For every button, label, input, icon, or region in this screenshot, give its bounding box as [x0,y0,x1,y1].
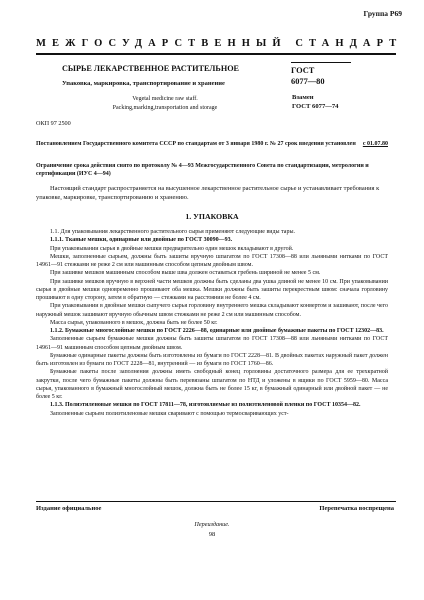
gost-number: 6077—80 [291,77,325,86]
body-paragraph [36,335,388,352]
okp-code: ОКП 97 2500 [36,120,71,127]
paragraph-text: Бумажные пакеты после заполнения должны иметь свободный конец горловины достаточного размера для ее трехкратной закрутки, после чего бумажные пакеты должны быть перевязаны шпагатом по НТД и уложены в ящики по ГОСТ 5959—80. Масса сырья, упакованного в бумажный многослойный мешок, должна быть не более 15 кг, в бумажный одинарный или двойной пакет — не более 5 кг. [36,369,388,400]
body-paragraph [36,319,388,327]
paragraph-text: Мешки, заполненные сырьем, должны быть зашиты вручную шпагатом по ГОСТ 17308—88 или льняными нитками по ГОСТ 14961—91 стежками не реже 2 см или машинным способом цепным двойным швом. [36,253,388,268]
english-title-line: Vegetal medicine raw staff. [132,96,198,102]
english-title-line: Packing,marking,transportation and storage [112,105,218,111]
effective-date: с 01.07.80 [362,141,388,147]
paragraph-lead: 1.1.2. Бумажные многослойные мешки по ГОСТ 2226—88, одинарные или двойные бумажные пакеты по ГОСТ 12302—83. [50,328,384,334]
paragraph-lead: 1.1.1. Тканые мешки, одинарные или двойные по ГОСТ 30090—93. [50,237,233,244]
gost-designation [291,62,351,87]
standard-banner: МЕЖГОСУДАРСТВЕННЫЙ СТАНДАРТ [36,38,403,49]
paragraph-text: При зашивке мешков вручную в верхней части мешков должны быть сделаны два ушка длиной не менее 10 см. При упаковывании сырья в двойные мешки одновременно прошивают оба мешка. Мешки должны быть зашиты перекрестным швом: сначала горловину прошивают в одну сторону, затем в обратную — стежками на расстоянии не более 4 см. [36,278,388,301]
english-title [100,95,230,113]
body-paragraph [36,302,388,319]
footer-rule [36,501,396,502]
decree-text [36,140,388,148]
decree-body: Постановлением Государственного комитета СССР по стандартам от 3 января 1980 г. № 27 срок введения установлен [36,141,356,147]
document-title: СЫРЬЕ ЛЕКАРСТВЕННОЕ РАСТИТЕЛЬНОЕ [62,64,240,73]
body-paragraph [36,228,388,236]
paragraph-text: Заполненные сырьем полиэтиленовые мешки сваривают с помощью термосваривающих уст- [50,410,289,417]
paragraph-text: Бумажные одинарные пакеты должны быть изготовлены из бумаги по ГОСТ 2228—81. В двойных пакетах наружный пакет должен быть изготовлен из бумаги по ГОСТ 2228—81, внутренний — из бумаги по ГОСТ 1760—86. [36,352,388,367]
paragraph-lead: 1.1.3. Полиэтиленовые мешки по ГОСТ 17811—78, изготовляемые из полиэтиленовой пленки по ГОСТ 10354—82. [50,402,361,409]
body-paragraph [36,352,388,369]
body-paragraph [36,269,388,277]
body-paragraph [36,253,388,270]
document-subtitle: Упаковка, маркировка, транспортирование и хранение [62,80,225,87]
body-paragraph [36,278,388,303]
body-paragraph [36,401,388,409]
replace-label: Взамен [292,94,314,101]
body-paragraph [36,245,388,253]
limit-note: Ограничение срока действия снято по протоколу № 4—93 Межгосударственного Совета по стандартизации, метрологии и сертификации (ИУС 4—94) [36,163,369,178]
reprint-label: Перепечатка воспрещена [319,505,394,512]
paragraph-text: При упаковывании в двойные мешки сыпучего сырья горловину внутреннего мешка складывают конвертом и зашивают, после чего наружный мешок зашивают вручную обычным швом стежками не реже 2 см или машинным способом. [36,303,388,318]
body-paragraph [36,327,388,335]
intro-paragraph: Настоящий стандарт распространяется на высушенное лекарственное растительное сырье и устанавливает требования к упаковке, маркировке, транспортированию и хранению. [36,185,380,202]
edition-label: Издание официальное [36,505,102,512]
section-heading: 1. УПАКОВКА [185,212,239,221]
paragraph-text: При зашивке мешков машинным способом выше шва должен оставаться гребень шириной не менее 5 см. [50,270,321,277]
paragraph-text: Заполненные сырьем бумажные мешки должны быть зашиты шпагатом по ГОСТ 17308—88 или льняными нитками по ГОСТ 14961—91 машинным способом цепным двойным швом. [36,336,388,351]
paragraph-text: 1.1. Для упаковывания лекарственного растительного сырья применяют следующие виды тары. [50,229,295,235]
gost-rule [291,62,351,63]
body-paragraph [36,236,388,244]
paragraph-text: При упаковывании сырья в двойные мешки предварительно один мешок вкладывают в другой. [50,245,294,252]
paragraph-text: Масса сырья, упакованного в мешок, должна быть не более 50 кг. [50,319,218,326]
page-number: 98 [208,531,216,538]
replace-number: ГОСТ 6077—74 [292,103,339,110]
reprint-note: Переиздание. [194,521,230,528]
body-paragraph [36,368,388,401]
group-code: Группа Р69 [363,9,402,18]
gost-label: ГОСТ [291,66,315,75]
section-body [36,228,388,418]
banner-rule [36,53,396,55]
body-paragraph [36,410,388,418]
